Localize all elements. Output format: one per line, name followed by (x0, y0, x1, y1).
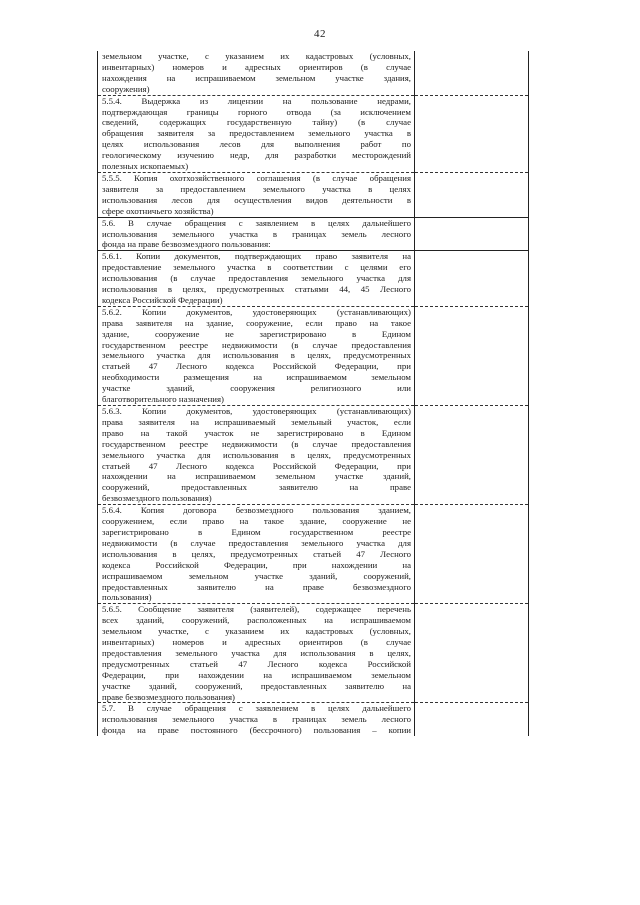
text-line: фонда на праве постоянного (бессрочного) пользования – копии (102, 725, 411, 736)
text-line: нахождении на испрашиваемом земельном участке зданий, (102, 471, 411, 482)
text-line: использования земельного участка в границах земель лесного (102, 714, 411, 725)
text-line: земельном участке, с указанием их кадастровых (условных, (102, 626, 411, 637)
text-line: пользования) (102, 592, 152, 603)
text-line: здание, сооружение не зарегистрировано в Едином (102, 328, 411, 339)
text-line: праве безвозмездного пользования) (102, 691, 235, 702)
text-line: зарегистрировано в Едином государственном реестре (102, 526, 411, 537)
table-row (98, 703, 529, 736)
table-row (98, 51, 529, 95)
empty-cell (415, 95, 529, 172)
empty-cell (415, 51, 529, 95)
text-line: геологическому изучению недр, для разработки месторождений (102, 150, 411, 161)
text-line: использования в целях, предусмотренных статьями 44, 45 Лесного (102, 284, 411, 295)
item-text (98, 218, 414, 251)
item-text-cell (98, 604, 415, 703)
text-line: участке зданий, сооружений, предоставленных заявителю на (102, 680, 411, 691)
text-line: использования (в случае предоставления земельного участка для (102, 273, 411, 284)
text-line: целях использования лесов для выполнения работ по (102, 139, 411, 150)
table-row (98, 406, 529, 505)
item-text (98, 505, 414, 603)
item-text (98, 96, 414, 172)
item-text-cell (98, 172, 415, 217)
text-line: инвентарных) номеров и адресных ориентиров (в случае (102, 61, 411, 72)
text-line: 5.6.3. Копии документов, удостоверяющих (устанавливающих) (102, 406, 411, 416)
item-text-cell (98, 406, 415, 505)
text-line: использования в целях, предусмотренных статьей 47 Лесного (102, 548, 411, 559)
empty-cell (415, 172, 529, 217)
text-line: испрашиваемом земельном участке зданий, сооружений, (102, 570, 411, 581)
text-line: благотворительного назначения) (102, 394, 224, 405)
text-line: полезных ископаемых) (102, 161, 189, 172)
text-line: Федерации, при нахождении на испрашиваемом земельном (102, 669, 411, 680)
item-text-cell (98, 217, 415, 251)
text-line: статьей 47 Лесного кодекса Российской Федерации, при (102, 361, 411, 372)
item-text (98, 51, 414, 95)
item-text-cell (98, 505, 415, 604)
text-line: 5.6.2. Копии документов, удостоверяющих (устанавливающих) (102, 306, 411, 317)
table-row (98, 217, 529, 251)
table-body (98, 51, 529, 736)
text-line: статьей 47 Лесного кодекса Российской Федерации, при (102, 460, 411, 471)
table-row (98, 95, 529, 172)
text-line: нахождения на испрашиваемом земельном участке здания, (102, 72, 411, 83)
text-line: право на такой участок не зарегистрировано в Едином (102, 427, 411, 438)
empty-cell (415, 406, 529, 505)
text-line: инвентарных) номеров и адресных ориентиров (в случае (102, 637, 411, 648)
text-line: 5.6. В случае обращения с заявлением в целях дальнейшего (102, 217, 411, 228)
text-line: обращения заявителя за предоставлением земельного участка в (102, 128, 411, 139)
item-text (98, 703, 414, 736)
text-line: участке зданий, сооружения религиозного или (102, 383, 411, 394)
text-line: необходимости размещения на испрашиваемом земельном (102, 372, 411, 383)
empty-cell (415, 251, 529, 307)
text-line: подтверждающая границы горного отвода (за исключением (102, 106, 411, 117)
item-text-cell (98, 306, 415, 405)
table-row (98, 306, 529, 405)
item-text-cell (98, 251, 415, 307)
table-row (98, 604, 529, 703)
text-line: кодекса Российской Федерации, при нахождении на (102, 559, 411, 570)
text-line: безвозмездного пользования) (102, 493, 212, 504)
table-row (98, 172, 529, 217)
text-line: 5.5.4. Выдержка из лицензии на пользование недрами, (102, 95, 411, 106)
item-text (98, 604, 414, 702)
text-line: 5.6.1. Копии документов, подтверждающих право заявителя на (102, 251, 411, 262)
text-line: фонда на праве безвозмездного пользования: (102, 239, 271, 250)
text-line: 5.6.5. Сообщение заявителя (заявителей), содержащее перечень (102, 604, 411, 615)
text-line: сооружением, если право на такое здание, сооружение не (102, 516, 411, 527)
text-line: права заявителя на испрашиваемый земельный участок, если (102, 416, 411, 427)
text-line: государственном реестре недвижимости (в случае предоставления (102, 438, 411, 449)
text-line: земельного участка для использования в целях, предусмотренных (102, 350, 411, 361)
text-line: государственном реестре недвижимости (в случае предоставления (102, 339, 411, 350)
text-line: земельном участке, с указанием их кадастровых (условных, (102, 51, 411, 61)
empty-cell (415, 505, 529, 604)
empty-cell (415, 604, 529, 703)
text-line: права заявителя на здание, сооружение, если право на такое (102, 317, 411, 328)
item-text-cell (98, 51, 415, 95)
text-line: предусмотренных статьей 47 Лесного кодекса Российской (102, 658, 411, 669)
empty-cell (415, 217, 529, 251)
text-line: предоставления земельного участка для использования в целях, (102, 647, 411, 658)
text-line: предоставление земельного участка в соответствии с целями его (102, 262, 411, 273)
text-line: недвижимости (в случае предоставления земельного участка для (102, 537, 411, 548)
item-text (98, 251, 414, 306)
text-line: использования лесов для осуществления видов деятельности в (102, 194, 411, 205)
empty-cell (415, 306, 529, 405)
text-line: сфере охотничьего хозяйства) (102, 205, 214, 216)
text-line: 5.5.5. Копия охотхозяйственного соглашения (в случае обращения (102, 172, 411, 183)
text-line: кодекса Российской Федерации) (102, 294, 223, 305)
item-text (98, 406, 414, 504)
text-line: всех зданий, сооружений, расположенных на испрашиваемом (102, 615, 411, 626)
item-text-cell (98, 703, 415, 736)
document-table (97, 51, 529, 736)
text-line: 5.7. В случае обращения с заявлением в целях дальнейшего (102, 703, 411, 714)
text-line: сооружений, предоставленных заявителю на праве (102, 482, 411, 493)
item-text (98, 173, 414, 217)
text-line: сведений, содержащих государственную тайну) (в случае (102, 117, 411, 128)
page-number: 42 (314, 28, 326, 40)
text-line: предоставленных заявителю на праве безвозмездного (102, 581, 411, 592)
text-line: земельного участка для использования в целях, предусмотренных (102, 449, 411, 460)
empty-cell (415, 703, 529, 736)
table-row (98, 251, 529, 307)
table-row (98, 505, 529, 604)
text-line: использования земельного участка в границах земель лесного (102, 228, 411, 239)
item-text-cell (98, 95, 415, 172)
item-text (98, 307, 414, 405)
text-line: 5.6.4. Копия договора безвозмездного пользования зданием, (102, 505, 411, 516)
text-line: сооружения) (102, 83, 150, 94)
text-line: заявителя за предоставлением земельного участка в целях (102, 183, 411, 194)
